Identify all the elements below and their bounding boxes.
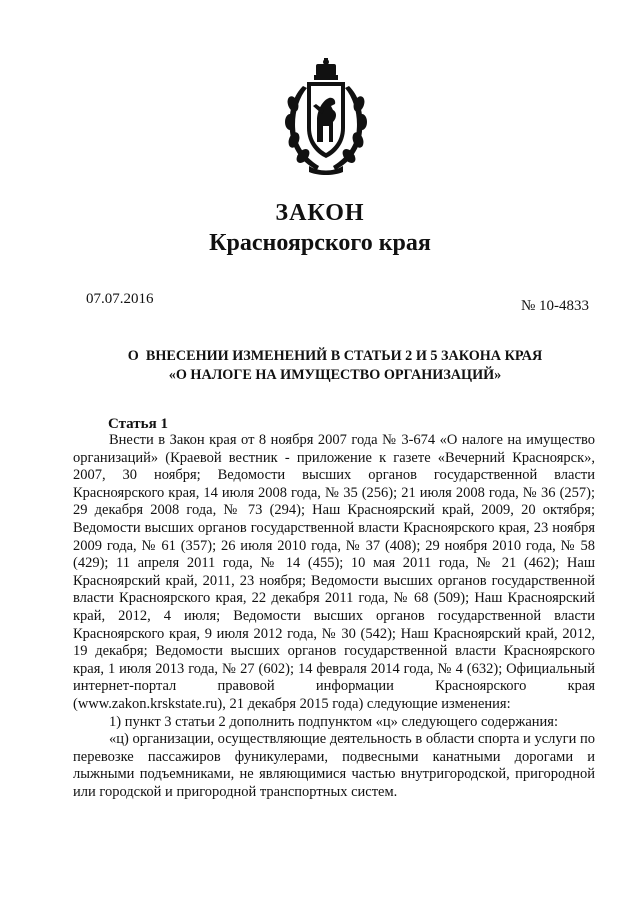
article-paragraph-1: Внести в Закон края от 8 ноября 2007 года № 3-674 «О налоге на имущество организаций» (Краевой вестник - приложение к газете «Вечерний Красноярск», 2007, 30 ноября; Ведомости высших органов государственной власти Красноярского края, 14 июля 2008 года, № 35 (256); 21 июля 2008 года, № 36 (257); 29 декабря 2008 года, № 73 (294); Наш Красноярский край, 2009, 20 октября; Ведомости высших органов государственной власти Красноярского края, 23 ноября 2009 года, № 61 (357); 26 июля 2010 года, № 37 (408); 29 ноября 2010 года, № 58 (429); 11 апреля 2011 года, № 14 (455); 10 мая 2011 года, № 21 (462); Наш Красноярский край, 2011, 23 ноября; Ведомости высших органов государственной власти Красноярского края, 22 декабря 2011 года, № 68 (509); Наш Красноярский край, 2012, 4 июля; Ведомости высших органов государственной власти Красноярского края, 9 июля 2012 года, № 30 (542); Наш Красноярский край, 2012, 19 декабря; Ведомости высших органов государственной власти Красноярского края, 1 июля 2013 года, № 27 (602); 14 февраля 2014 года, № 4 (632); Официальный интернет-портал правовой информации Красноярского края (www.zakon.krskstate.ru), 21 декабря 2015 года) следующие изменения: xyxy=(73,432,595,712)
article-paragraph-3: «ц) организации, осуществляющие деятельность в области спорта и услуги по перевозке пассажиров фуникулерами, подвесными канатными дорогами и лыжными подъемниками, не являющимися частью внутригородской, пригородной или городской и пригородной транспортных систем. xyxy=(73,731,595,800)
law-subject xyxy=(100,347,570,385)
article-body xyxy=(73,432,595,801)
law-date: 07.07.2016 xyxy=(86,291,154,307)
law-subject-line-1: О ВНЕСЕНИИ ИЗМЕНЕНИЙ В СТАТЬИ 2 И 5 ЗАКОНА КРАЯ xyxy=(127,348,543,364)
law-subject-line-2: «О НАЛОГЕ НА ИМУЩЕСТВО ОРГАНИЗАЦИЙ» xyxy=(168,367,502,383)
coat-of-arms-icon xyxy=(283,58,369,176)
article-paragraph-2: 1) пункт 3 статьи 2 дополнить подпунктом «ц» следующего содержания: xyxy=(109,713,558,730)
document-title: ЗАКОН xyxy=(275,200,365,226)
document-subtitle: Красноярского края xyxy=(209,230,431,256)
law-number: № 10-4833 xyxy=(520,298,589,314)
article-heading: Статья 1 xyxy=(108,416,168,432)
